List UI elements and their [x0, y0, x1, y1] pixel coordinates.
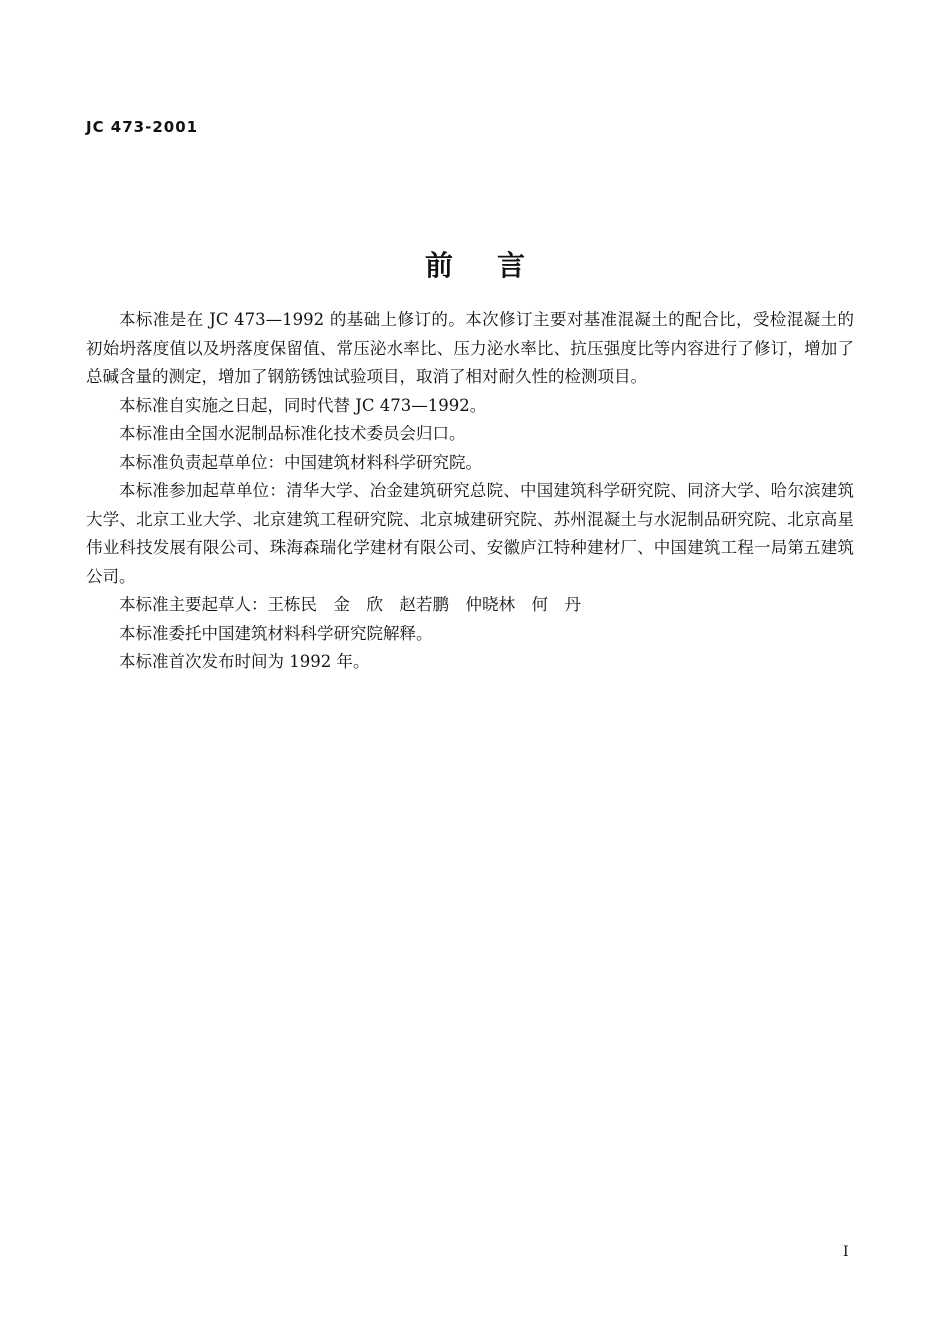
paragraph-replacement: 本标准自实施之日起，同时代替 JC 473—1992。 [119, 395, 487, 415]
paragraph-first-issue: 本标准首次发布时间为 1992 年。 [119, 652, 370, 671]
paragraph-interpretation: 本标准委托中国建筑材料科学研究院解释。 [119, 623, 433, 643]
paragraph-responsible-committee: 本标准由全国水泥制品标准化技术委员会归口。 [119, 424, 466, 443]
page-title: 前言 [424, 249, 569, 282]
document-code: JC 473-2001 [86, 118, 199, 136]
foreword-body [86, 306, 854, 677]
paragraph-revision: 本标准是在 JC 473—1992 的基础上修订的。本次修订主要对基准混凝土的配合比，受检混凝土的初始坍落度值以及坍落度保留值、常压泌水率比、压力泌水率比、抗压强度比等内容进行了修订，增加了总碱含量的测定，增加了钢筋锈蚀试验项目，取消了相对耐久性的检测项目。 [86, 310, 854, 386]
paragraph-lead-drafter: 本标准负责起草单位：中国建筑材料科学研究院。 [119, 452, 482, 472]
paragraph-main-drafters: 本标准主要起草人：王栋民 金 欣 赵若鹏 仲晓林 何 丹 [119, 595, 581, 614]
paragraph-participating-drafters: 本标准参加起草单位：清华大学、冶金建筑研究总院、中国建筑科学研究院、同济大学、哈尔滨建筑大学、北京工业大学、北京建筑工程研究院、北京城建研究院、苏州混凝土与水泥制品研究院、北京高星伟业科技发展有限公司、珠海森瑞化学建材有限公司、安徽庐江特种建材厂、中国建筑工程一局第五建筑公司。 [86, 481, 854, 586]
page-number: I [843, 1244, 849, 1260]
